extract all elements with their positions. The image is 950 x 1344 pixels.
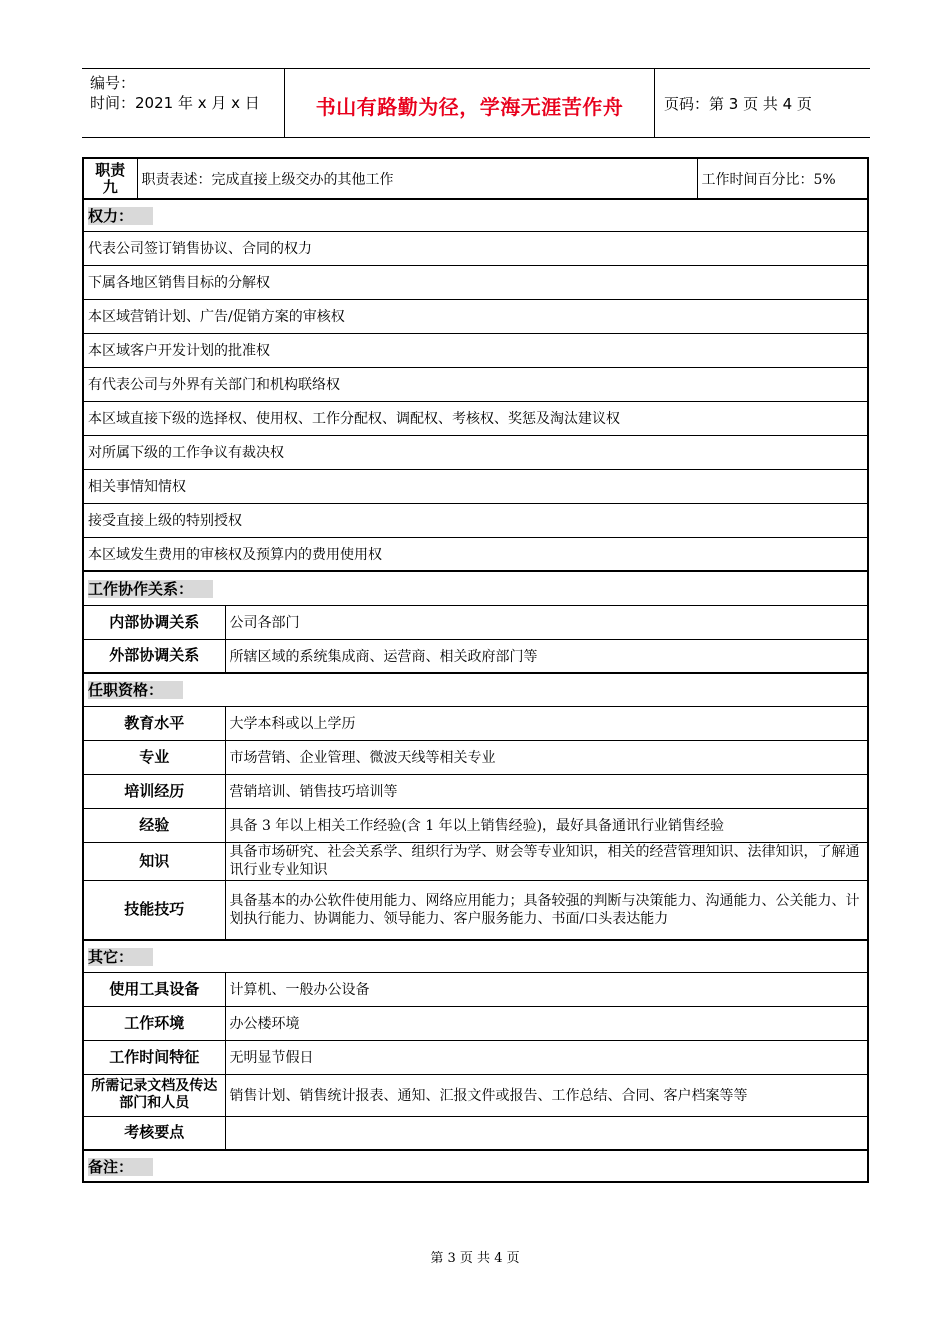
section-title: 工作协作关系： — [88, 580, 213, 598]
section-remarks — [83, 1150, 868, 1182]
row-label: 经验 — [83, 808, 225, 842]
row-value: 具备基本的办公软件使用能力、网络应用能力；具备较强的判断与决策能力、沟通能力、公关能力、计划执行能力、协调能力、领导能力、客户服务能力、书面/口头表达能力 — [225, 880, 868, 940]
power-item: 代表公司签订销售协议、合同的权力 — [83, 231, 868, 265]
duty-label: 职责九 — [83, 158, 137, 199]
page-footer: 第 3 页 共 4 页 — [430, 1251, 520, 1266]
row-label: 教育水平 — [83, 706, 225, 740]
section-powers — [83, 199, 868, 231]
row-label: 培训经历 — [83, 774, 225, 808]
header-meta — [90, 73, 260, 113]
section-title: 权力： — [88, 207, 153, 225]
row-value: 计算机、一般办公设备 — [225, 972, 868, 1006]
doc-time: 时间：2021 年 x 月 x 日 — [90, 94, 260, 112]
power-item: 有代表公司与外界有关部门和机构联络权 — [83, 367, 868, 401]
row-label: 考核要点 — [83, 1116, 225, 1150]
section-title: 任职资格： — [88, 681, 183, 699]
row-value: 办公楼环境 — [225, 1006, 868, 1040]
row-value: 大学本科或以上学历 — [225, 706, 868, 740]
row-value: 所辖区域的系统集成商、运营商、相关政府部门等 — [225, 639, 868, 673]
section-qualifications — [83, 673, 868, 706]
power-item: 相关事情知情权 — [83, 469, 868, 503]
header-divider — [654, 69, 655, 137]
row-label: 专业 — [83, 740, 225, 774]
row-value: 无明显节假日 — [225, 1040, 868, 1074]
row-value: 销售计划、销售统计报表、通知、汇报文件或报告、工作总结、合同、客户档案等等 — [225, 1074, 868, 1116]
header-page-info: 页码：第 3 页 共 4 页 — [664, 95, 812, 113]
power-item: 本区域直接下级的选择权、使用权、工作分配权、调配权、考核权、奖惩及淘汰建议权 — [83, 401, 868, 435]
row-label: 内部协调关系 — [83, 605, 225, 639]
power-item: 本区域客户开发计划的批准权 — [83, 333, 868, 367]
power-item: 对所属下级的工作争议有裁决权 — [83, 435, 868, 469]
power-item: 接受直接上级的特别授权 — [83, 503, 868, 537]
power-item: 下属各地区销售目标的分解权 — [83, 265, 868, 299]
page-header — [82, 68, 870, 138]
duty-time-percent: 工作时间百分比：5% — [697, 158, 868, 199]
row-value: 公司各部门 — [225, 605, 868, 639]
section-title: 备注： — [88, 1158, 153, 1176]
row-label: 技能技巧 — [83, 880, 225, 940]
power-item: 本区域发生费用的审核权及预算内的费用使用权 — [83, 537, 868, 571]
row-value: 市场营销、企业管理、微波天线等相关专业 — [225, 740, 868, 774]
row-label: 使用工具设备 — [83, 972, 225, 1006]
row-label: 外部协调关系 — [83, 639, 225, 673]
duty-row — [83, 158, 868, 199]
row-value: 具备 3 年以上相关工作经验(含 1 年以上销售经验)，最好具备通讯行业销售经验 — [225, 808, 868, 842]
row-value: 营销培训、销售技巧培训等 — [225, 774, 868, 808]
section-title: 其它： — [88, 948, 153, 966]
row-label: 知识 — [83, 842, 225, 880]
section-cooperation — [83, 571, 868, 605]
row-value: 具备市场研究、社会关系学、组织行为学、财会等专业知识，相关的经营管理知识、法律知识，了解通讯行业专业知识 — [225, 842, 868, 880]
section-other — [83, 940, 868, 972]
duty-description: 职责表述：完成直接上级交办的其他工作 — [137, 158, 697, 199]
row-value — [225, 1116, 868, 1150]
row-label: 所需记录文档及传达部门和人员 — [83, 1074, 225, 1116]
header-motto: 书山有路勤为径，学海无涯苦作舟 — [315, 95, 624, 119]
job-description-table — [82, 157, 869, 1183]
row-label: 工作时间特征 — [83, 1040, 225, 1074]
doc-number-label: 编号： — [90, 74, 136, 92]
row-label: 工作环境 — [83, 1006, 225, 1040]
power-item: 本区域营销计划、广告/促销方案的审核权 — [83, 299, 868, 333]
